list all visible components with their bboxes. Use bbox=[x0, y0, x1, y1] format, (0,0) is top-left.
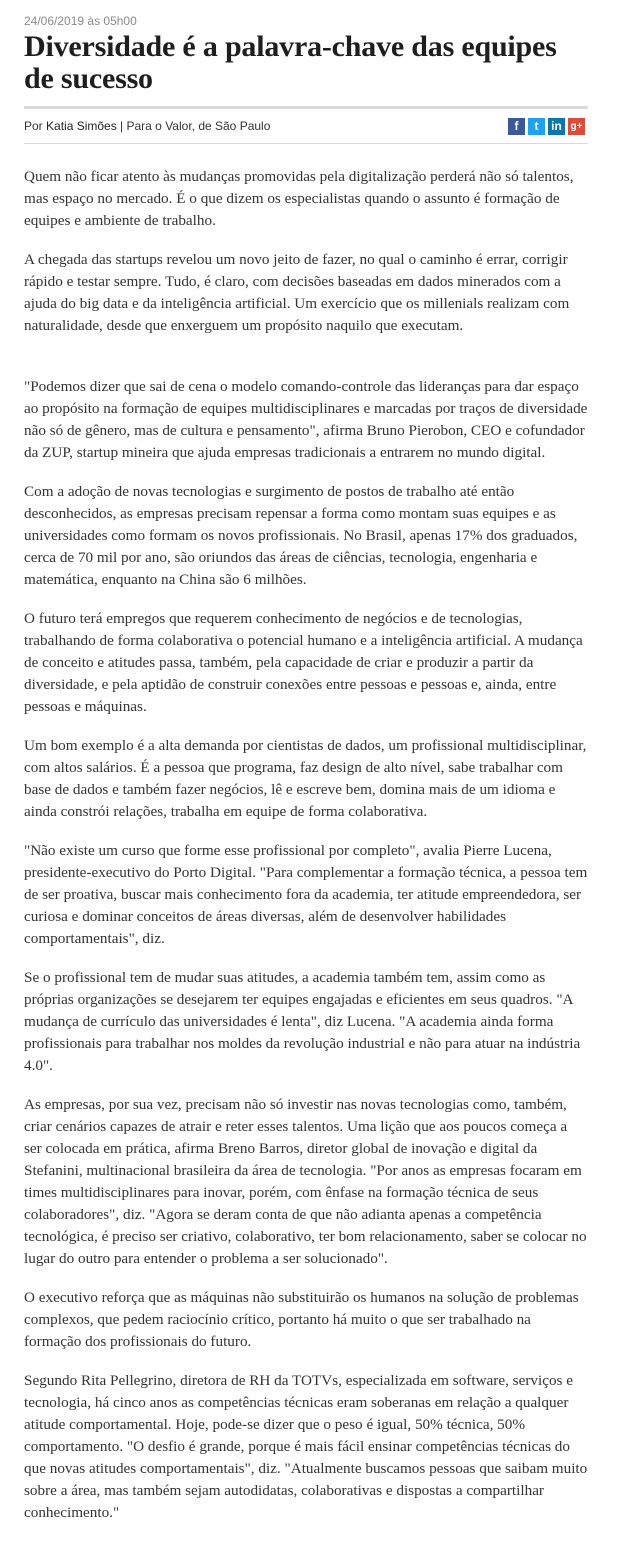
paragraph: "Podemos dizer que sai de cena o modelo comando-controle das lideranças para dar espaço ao propósito na formação de equipes multidisciplinares e marcadas por traços de diversidade não só de gênero, mas de cultura e pensamento", afirma Bruno Pierobon, CEO e cofundador da ZUP, startup mineira que ajuda empresas tradicionais a entrarem no mundo digital. bbox=[24, 378, 588, 461]
share-buttons bbox=[508, 118, 588, 135]
paragraph: Quem não ficar atento às mudanças promovidas pela digitalização perderá não só talentos, mas espaço no mercado. É o que dizem os especialistas quando o assunto é formação de equipes e ambiente de trabalho. bbox=[24, 168, 574, 229]
facebook-icon[interactable]: f bbox=[508, 118, 525, 135]
paragraph: A chegada das startups revelou um novo jeito de fazer, no qual o caminho é errar, corrigir rápido e testar sempre. Tudo, é claro, com decisões baseadas em dados minerados com a ajuda do big data e da inteligência artificial. Um exercício que os millenials realizam com naturalidade, desde que enxerguem um propósito naquilo que executam. bbox=[24, 251, 570, 334]
publish-date: 24/06/2019 às 05h00 bbox=[24, 14, 137, 28]
byline-prefix: Por bbox=[24, 119, 47, 133]
paragraph: "Não existe um curso que forme esse profissional por completo", avalia Pierre Lucena, presidente-executivo do Porto Digital. "Para complementar a formação técnica, a pessoa tem de ser proativa, buscar mais conhecimento fora da academia, ter atitude empreendedora, ser curiosa e dominar conceitos de áreas diversas, além de desenvolver habilidades comportamentais", diz. bbox=[24, 842, 588, 947]
paragraph: Um bom exemplo é a alta demanda por cientistas de dados, um profissional multidisciplinar, com altos salários. É a pessoa que programa, faz design de alto nível, sabe trabalhar com base de dados e também fazer negócios, lê e escreve bem, domina mais de um idioma e ainda constrói relações, trabalha em equipe de forma colaborativa. bbox=[24, 737, 587, 820]
linkedin-icon[interactable]: in bbox=[548, 118, 565, 135]
byline-source: | Para o Valor, de São Paulo bbox=[116, 119, 271, 133]
author-name: Katia Simões bbox=[46, 119, 117, 133]
headline: Diversidade é a palavra-chave das equipes de sucesso bbox=[24, 30, 557, 95]
byline bbox=[24, 119, 270, 133]
paragraph: Segundo Rita Pellegrino, diretora de RH da TOTVs, especializada em software, serviços e tecnologia, há cinco anos as competências técnicas eram soberanas em relação a qualquer atitude comportamental. Hoje, pode-se dizer que o peso é igual, 50% técnica, 50% comportamento. "O desfio é grande, porque é mais fácil ensinar competências técnicas do que novas atitudes comportamentais", diz. "Atualmente buscamos pessoas que saibam muito sobre a área, mas também sejam autodidatas, colaborativas e dispostas a compartilhar conhecimento." bbox=[24, 1372, 588, 1521]
paragraph: As empresas, por sua vez, precisam não só investir nas novas tecnologias como, também, criar cenários capazes de atrair e reter esses talentos. Uma lição que aos poucos começa a ser colocada em prática, afirma Breno Barros, diretor global de inovação e digital da Stefanini, multinacional brasileira da área de tecnologia. "Por anos as empresas focaram em times multidisciplinares para inovar, porém, com ênfase na formação técnica de seus colaboradores", diz. "Agora se deram conta de que não adianta apenas a competência tecnológica, é preciso ser criativo, colaborativo, ter bom relacionamento, saber se colocar no lugar do outro para entender o problema a ser solucionado". bbox=[24, 1096, 587, 1267]
google-plus-icon[interactable]: g+ bbox=[568, 118, 585, 135]
paragraph: Com a adoção de novas tecnologias e surgimento de postos de trabalho até então desconhecidos, as empresas precisam repensar a forma como montam suas equipes e as universidades como formam os novos profissionais. No Brasil, apenas 17% dos graduados, cerca de 70 mil por ano, são oriundos das áreas de ciências, tecnologia, engenharia e matemática, enquanto na China são 6 milhões. bbox=[24, 483, 578, 588]
article-body bbox=[24, 166, 588, 1524]
twitter-icon[interactable]: t bbox=[528, 118, 545, 135]
paragraph: O executivo reforça que as máquinas não substituirão os humanos na solução de problemas complexos, que pedem raciocínio crítico, portanto há muito o que ser trabalhado na formação dos profissionais do futuro. bbox=[24, 1289, 579, 1350]
paragraph: Se o profissional tem de mudar suas atitudes, a academia também tem, assim como as próprias organizações se desejarem ter equipes engajadas e eficientes em seus quadros. "A mudança de currículo das universidades é lenta", diz Lucena. "A academia ainda forma profissionais para trabalhar nos moldes da revolução industrial e não para atuar na indústria 4.0". bbox=[24, 969, 581, 1074]
article bbox=[24, 0, 588, 1541]
paragraph: O futuro terá empregos que requerem conhecimento de negócios e de tecnologias, trabalhando de forma colaborativa o potencial humano e a inteligência artificial. A mudança de conceito e atitudes passa, também, pela capacidade de criar e produzir a partir da diversidade, e pela aptidão de construir conexões entre pessoas e pessoas e, ainda, entre pessoas e máquinas. bbox=[24, 610, 583, 715]
byline-bar bbox=[24, 106, 588, 144]
